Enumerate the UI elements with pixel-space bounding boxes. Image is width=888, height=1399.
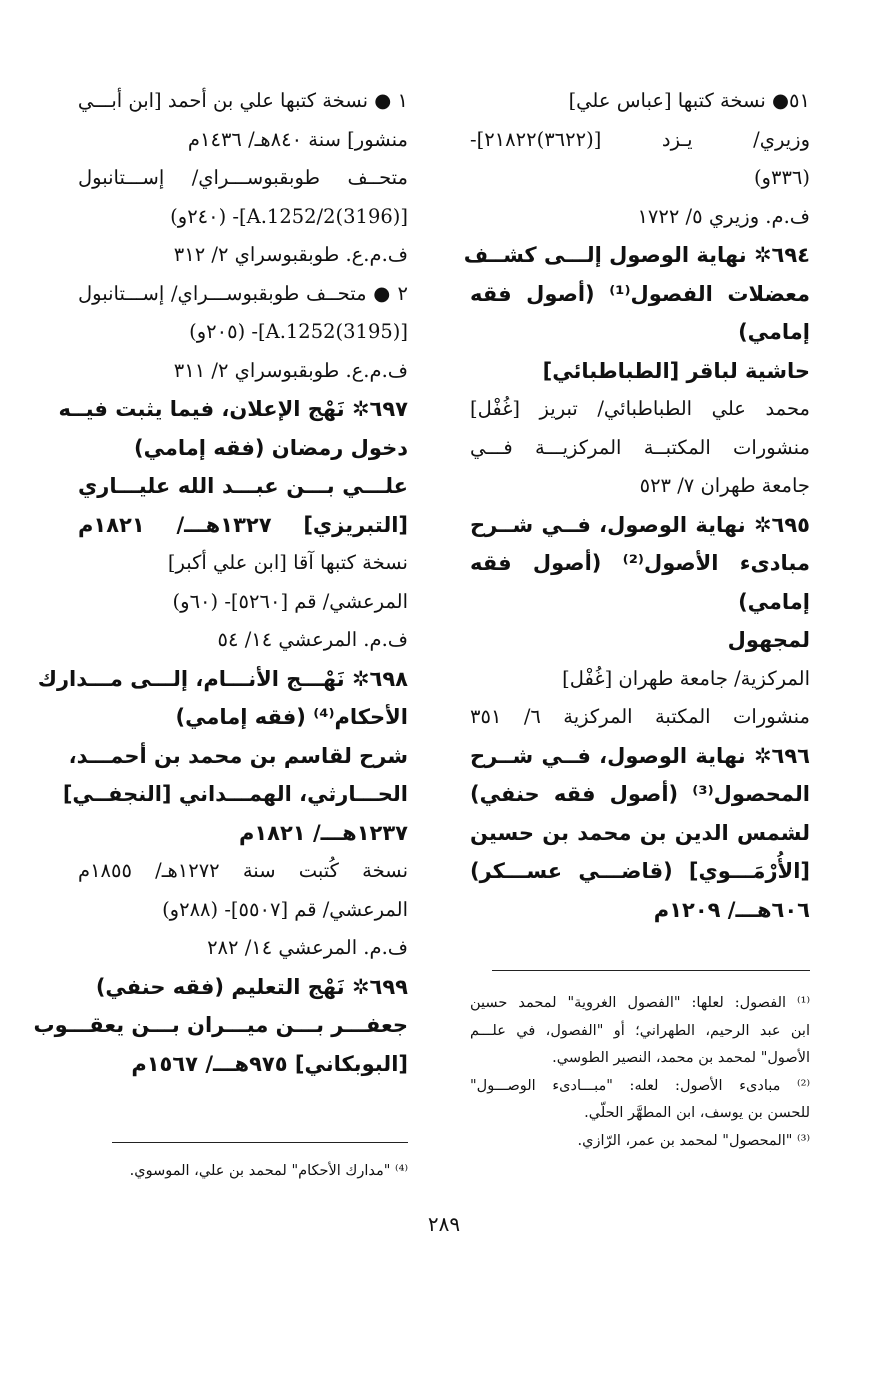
text-line: الأصول" لمحمد بن محمد، النصير الطوسي. xyxy=(552,1050,810,1066)
text-line: [(3196)A.1252/2]- (٢٤٠و) xyxy=(170,204,408,228)
text-line: ⁽³⁾ "المحصول" لمحمد بن عمر، الرّازي. xyxy=(577,1132,810,1149)
text-line: ٦٩٥✲ نهاية الوصول، فــي شــرح xyxy=(470,512,810,537)
text-line: ١٢٣٧هـــ/ ١٨٢١م xyxy=(238,820,408,845)
text-line: منشورات المكتبة المركزية ٦/ ٣٥١ xyxy=(470,705,810,728)
text-line: (٣٣٦و) xyxy=(753,166,810,189)
text-line: ١ ● نسخة كتبها علي بن أحمد [ابن أبـــي xyxy=(77,89,408,112)
left-column xyxy=(33,82,409,1083)
text-line: جامعة طهران ٧/ ٥٢٣ xyxy=(639,474,810,497)
text-line: ف.م.ع. طوبقبوسراي ٢/ ٣١١ xyxy=(173,358,408,382)
text-line: وزيري/ يـزد [(٣٦٢٢)٢١٨٢٢]- xyxy=(470,127,810,151)
text-line: [التبريزي] ١٣٢٧هـــ/ ١٨٢١م xyxy=(78,512,409,537)
text-line: ٦٠٦هـــ/ ١٢٠٩م xyxy=(653,897,810,922)
page-number: ٢٨٩ xyxy=(427,1212,461,1236)
right-column xyxy=(463,82,811,929)
text-line: [البوبكاني] ٩٧٥هـــ/ ١٥٦٧م xyxy=(131,1051,408,1076)
text-line: معضلات الفصول⁽¹⁾ (أصول فقه xyxy=(470,281,811,306)
text-line: حاشية لباقر [الطباطبائي] xyxy=(542,358,810,383)
footnotes-left xyxy=(78,1158,408,1186)
text-line: الأحكام⁽⁴⁾ (فقه إمامي) xyxy=(175,705,408,729)
text-line: متحــف طوبقبوســـراي/ إســـتانبول xyxy=(78,166,408,189)
text-line: ٦٩٦✲ نهاية الوصول، فــي شــرح xyxy=(470,743,810,768)
text-line: المرعشي/ قم [٥٥٠٧]- (٢٨٨و) xyxy=(162,897,408,921)
footnotes-right xyxy=(470,990,810,1155)
text-line: المركزية/ جامعة طهران [غُفْل] xyxy=(562,666,810,690)
text-line: ٦٩٨✲ نَهْـــج الأنـــام، إلـــى مـــدارك xyxy=(37,666,408,691)
text-line: ٦٩٩✲ نَهْج التعليم (فقه حنفي) xyxy=(95,974,408,999)
footnote-separator-right xyxy=(492,970,810,971)
text-line: محمد علي الطباطبائي/ تبريز [غُفْل] xyxy=(470,397,810,420)
text-line: ف.م. المرعشي ١٤/ ٥٤ xyxy=(217,628,408,651)
text-line: ⁽¹⁾ الفصول: لعلها: "الفصول الغروية" لمحمد حسين xyxy=(470,995,810,1011)
text-line: لمجهول xyxy=(727,628,810,652)
text-line: علـــي بـــن عبـــد الله عليـــاري xyxy=(78,474,408,498)
text-line: ⁽²⁾ مبادىء الأصول: لعله: "مبـــادىء الوصـــول" xyxy=(470,1077,810,1094)
text-line: لشمس الدين بن محمد بن حسين xyxy=(470,820,810,845)
text-line: [الأُرْمَـــوي] (قاضـــي عســـكر) xyxy=(470,859,810,883)
text-line: منشور] سنة ٨٤٠هـ/ ١٤٣٦م xyxy=(187,127,408,151)
text-line: ف.م.ع. طوبقبوسراي ٢/ ٣١٢ xyxy=(173,243,408,266)
text-line: منشورات المكتبــة المركزيـــة فـــي xyxy=(470,435,810,459)
text-line: مبادىء الأصول⁽²⁾ (أصول فقه xyxy=(470,551,810,575)
text-line: ⁽⁴⁾ "مدارك الأحكام" لمحمد بن علي، الموسوي. xyxy=(129,1163,408,1179)
text-line: شرح لقاسم بن محمد بن أحمـــد، xyxy=(68,743,408,768)
text-line: المرعشي/ قم [٥٢٦٠]- (٦٠و) xyxy=(172,589,408,613)
text-line: ٢ ● متحــف طوبقبوســـراي/ إســـتانبول xyxy=(78,281,408,305)
text-line: ف.م. وزيري ٥/ ١٧٢٢ xyxy=(637,204,810,228)
text-line: المحصول⁽³⁾ (أصول فقه حنفي) xyxy=(470,782,810,806)
text-line: نسخة كُتبت سنة ١٢٧٢هـ/ ١٨٥٥م xyxy=(78,859,408,882)
text-line: ف.م. المرعشي ١٤/ ٢٨٢ xyxy=(207,936,408,959)
text-line: نسخة كتبها آقا [ابن علي أكبر] xyxy=(167,551,408,574)
text-line: ٥١● نسخة كتبها [عباس علي] xyxy=(568,89,810,112)
footnote-separator-left xyxy=(112,1142,408,1143)
text-line: [(3195)A.1252]- (٢٠٥و) xyxy=(189,320,408,343)
text-line: للحسن بن يوسف، ابن المطهَّر الحلّي. xyxy=(584,1105,810,1121)
text-line: دخول رمضان (فقه إمامي) xyxy=(134,435,408,460)
text-line: ٦٩٧✲ نَهْج الإعلان، فيما يثبت فيــه xyxy=(58,397,408,421)
text-line: الحـــارثي، الهمـــداني [النجفــي] xyxy=(62,782,408,806)
text-line: إمامي) xyxy=(738,320,810,344)
text-line: ٦٩٤✲ نهاية الوصول إلـــى كشــف xyxy=(463,243,810,267)
text-line: إمامي) xyxy=(738,589,810,614)
text-line: ابن عبد الرحيم، الطهراني؛ أو "الفصول، في علـــم xyxy=(470,1022,810,1039)
text-line: جعفـــر بـــن ميـــران بـــن يعقـــوب xyxy=(33,1013,408,1037)
